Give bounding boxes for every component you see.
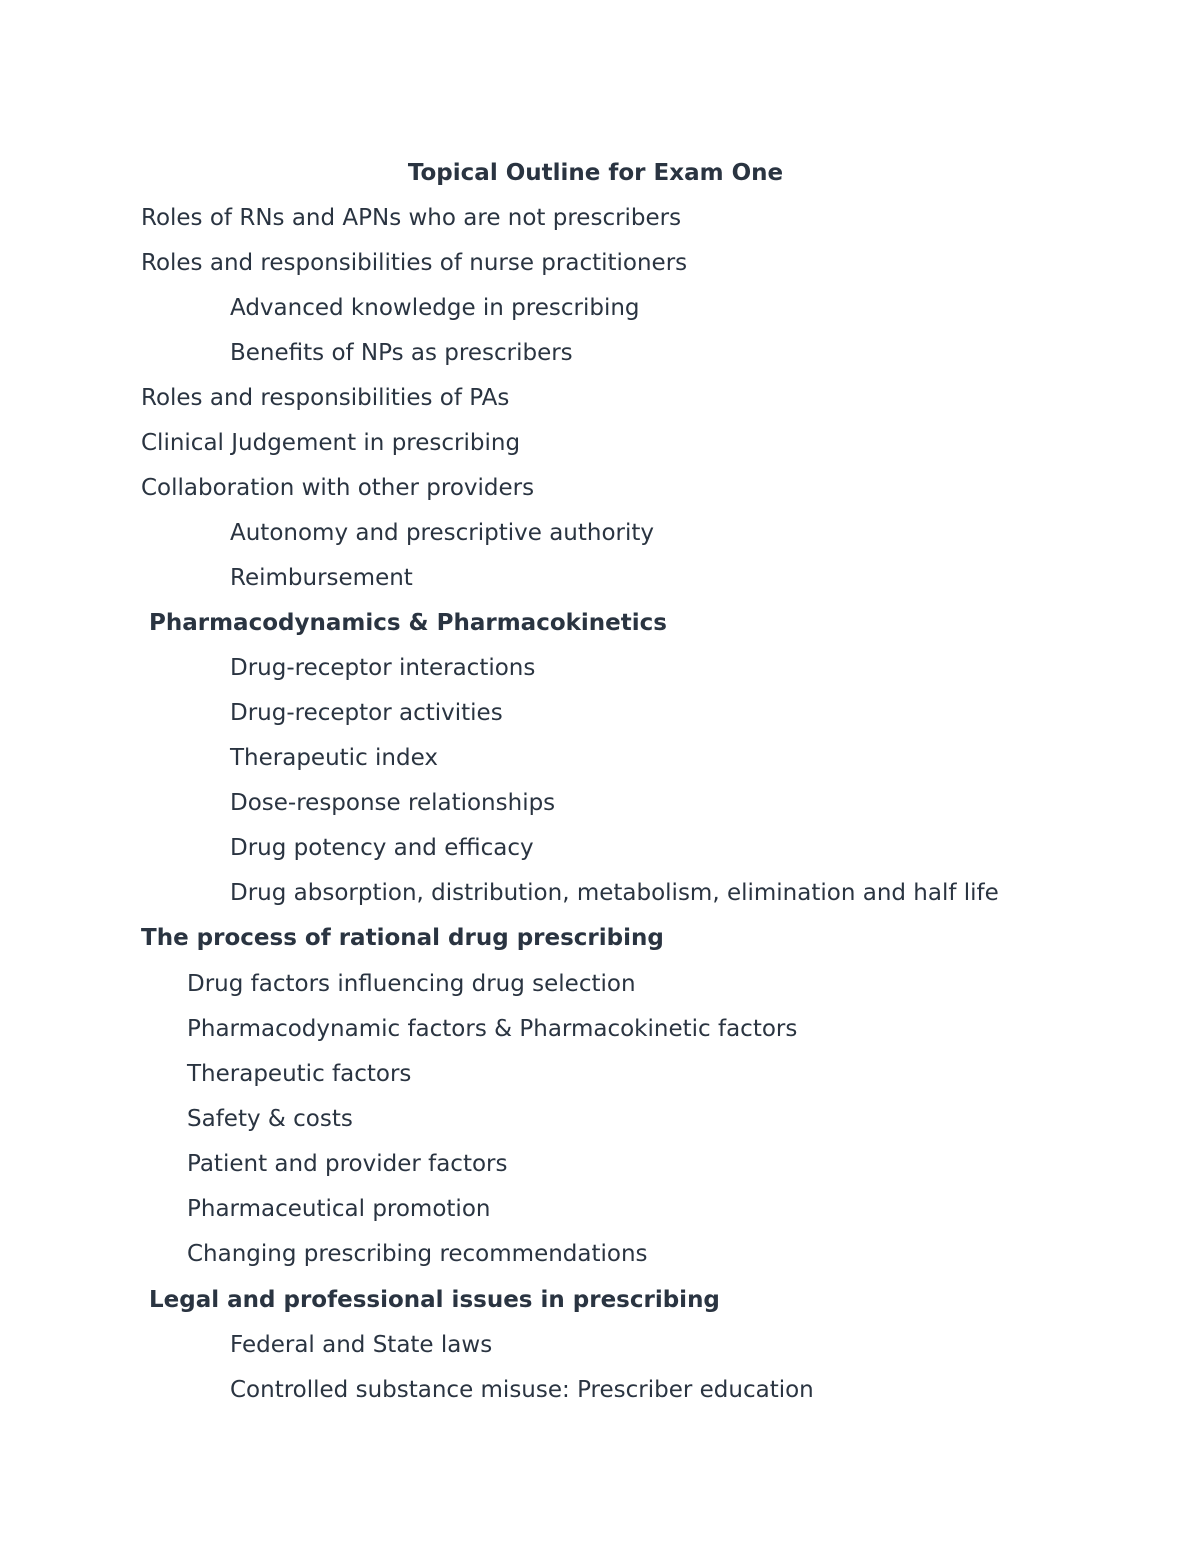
page-title: Topical Outline for Exam One [407,160,784,186]
outline-subitem: Controlled substance misuse: Prescriber education [230,1377,814,1403]
section-heading: Legal and professional issues in prescribing [149,1287,720,1313]
section-heading: The process of rational drug prescribing [141,925,664,951]
outline-subitem: Patient and provider factors [187,1151,508,1177]
outline-subitem: Advanced knowledge in prescribing [230,295,640,321]
outline-subitem: Pharmacodynamic factors & Pharmacokinetic factors [187,1016,798,1042]
outline-item: Roles and responsibilities of nurse practitioners [141,250,688,276]
outline-subitem: Drug-receptor activities [230,700,503,726]
outline-subitem: Benefits of NPs as prescribers [230,340,573,366]
outline-subitem: Drug potency and efficacy [230,835,534,861]
outline-item: Roles of RNs and APNs who are not prescribers [141,205,682,231]
outline-subitem: Therapeutic index [230,745,438,771]
outline-subitem: Pharmaceutical promotion [187,1196,491,1222]
outline-subitem: Drug-receptor interactions [230,655,536,681]
outline-subitem: Changing prescribing recommendations [187,1241,648,1267]
outline-item: Collaboration with other providers [141,475,535,501]
outline-item: Clinical Judgement in prescribing [141,430,521,456]
outline-subitem: Autonomy and prescriptive authority [230,520,655,546]
outline-subitem: Reimbursement [230,565,413,591]
outline-subitem: Drug absorption, distribution, metabolism, elimination and half life [230,880,999,906]
outline-subitem: Drug factors influencing drug selection [187,971,636,997]
section-heading: Pharmacodynamics & Pharmacokinetics [149,610,667,636]
outline-subitem: Federal and State laws [230,1332,493,1358]
outline-subitem: Therapeutic factors [187,1061,412,1087]
outline-subitem: Safety & costs [187,1106,353,1132]
outline-subitem: Dose-response relationships [230,790,556,816]
outline-item: Roles and responsibilities of PAs [141,385,510,411]
